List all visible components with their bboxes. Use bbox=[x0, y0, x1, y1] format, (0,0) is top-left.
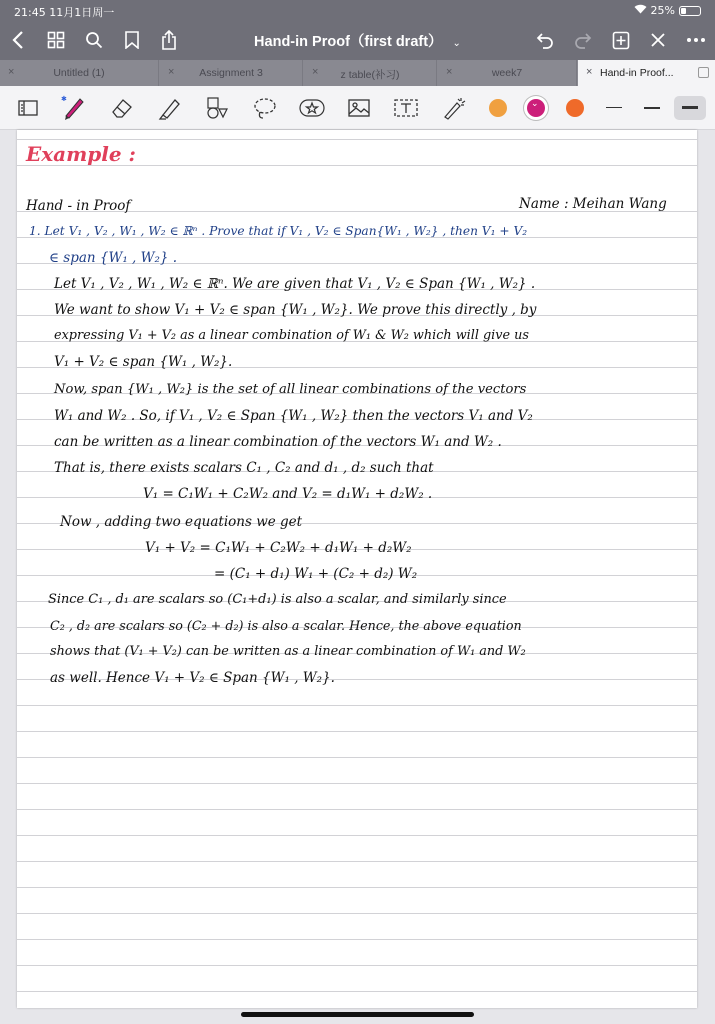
medium-stroke-option[interactable] bbox=[644, 107, 660, 109]
handwritten-line: ∈ span {W₁ , W₂} . bbox=[49, 250, 178, 266]
tab-label: Hand-in Proof... bbox=[600, 67, 674, 79]
document-title[interactable] bbox=[0, 30, 715, 51]
tab-week7[interactable] bbox=[438, 60, 577, 86]
handwritten-line: as well. Hence V₁ + V₂ ∈ Span {W₁ , W₂}. bbox=[50, 670, 335, 686]
handwritten-line: That is, there exists scalars C₁ , C₂ and d₁ , d₂ such that bbox=[54, 460, 434, 476]
handwritten-line: V₁ + V₂ ∈ span {W₁ , W₂}. bbox=[54, 354, 233, 370]
tab-label: Assignment 3 bbox=[199, 67, 263, 79]
handwritten-line: Now , adding two equations we get bbox=[60, 514, 303, 530]
image-tool-icon[interactable] bbox=[345, 94, 373, 122]
handwritten-line: Let V₁ , V₂ , W₁ , W₂ ∈ ℝⁿ. We are given that V₁ , V₂ ∈ Span {W₁ , W₂} . bbox=[54, 276, 536, 292]
handwritten-line: We want to show V₁ + V₂ ∈ span {W₁ , W₂}. We prove this directly , by bbox=[54, 302, 537, 318]
handwritten-line: C₂ , d₂ are scalars so (C₂ + d₂) is also a scalar. Hence, the above equation bbox=[50, 618, 522, 633]
chevron-down-icon: ⌄ bbox=[531, 99, 539, 109]
tab-label: Untitled (1) bbox=[53, 67, 105, 79]
title-chevron-down-icon: ⌄ bbox=[452, 38, 461, 49]
battery-fill bbox=[681, 8, 686, 14]
status-bar bbox=[0, 0, 715, 20]
undo-icon[interactable] bbox=[533, 28, 557, 52]
tab-z-table[interactable] bbox=[304, 60, 437, 86]
handwritten-line: V₁ + V₂ = C₁W₁ + C₂W₂ + d₁W₁ + d₂W₂ bbox=[145, 540, 412, 556]
example-heading: Example : bbox=[26, 142, 136, 166]
tab-label: z table(补习) bbox=[340, 69, 400, 81]
tab-expand-icon[interactable] bbox=[698, 67, 709, 78]
more-icon[interactable] bbox=[684, 28, 708, 52]
close-icon[interactable] bbox=[646, 28, 670, 52]
status-time: 21:45 11月1日周一 bbox=[14, 6, 115, 19]
pen-tool-icon[interactable] bbox=[60, 94, 88, 122]
home-indicator[interactable] bbox=[241, 1012, 474, 1017]
navigation-bar bbox=[0, 20, 715, 60]
author-name-line: Name : Meihan Wang bbox=[519, 196, 667, 212]
document-title-text: Hand-in Proof（first draft） bbox=[254, 34, 443, 50]
tab-assignment-3[interactable] bbox=[160, 60, 303, 86]
redo-icon[interactable] bbox=[571, 28, 595, 52]
handwritten-line: V₁ = C₁W₁ + C₂W₂ and V₂ = d₁W₁ + d₂W₂ . bbox=[143, 486, 433, 502]
battery-percent: 25% bbox=[650, 4, 675, 17]
tab-close-icon[interactable]: × bbox=[8, 66, 15, 78]
handwritten-line: W₁ and W₂ . So, if V₁ , V₂ ∈ Span {W₁ , W₂} then the vectors V₁ and V₂ bbox=[54, 408, 533, 424]
handwritten-line: Since C₁ , d₁ are scalars so (C₁+d₁) is also a scalar, and similarly since bbox=[48, 592, 507, 607]
battery-icon bbox=[679, 6, 701, 16]
tab-close-icon[interactable]: × bbox=[446, 66, 453, 78]
note-title-line: Hand - in Proof bbox=[26, 198, 131, 214]
shape-tool-icon[interactable] bbox=[203, 94, 231, 122]
thick-stroke-line-icon bbox=[682, 106, 698, 109]
tab-label: week7 bbox=[491, 67, 523, 79]
handwritten-line: can be written as a linear combination of the vectors W₁ and W₂ . bbox=[54, 434, 502, 450]
lasso-tool-icon[interactable] bbox=[251, 94, 279, 122]
tab-untitled[interactable] bbox=[0, 60, 159, 86]
handwritten-line: expressing V₁ + V₂ as a linear combination of W₁ & W₂ which will give us bbox=[54, 328, 529, 343]
note-page[interactable] bbox=[17, 130, 697, 1008]
highlighter-tool-icon[interactable] bbox=[156, 94, 184, 122]
color-swatch-orange[interactable] bbox=[489, 99, 507, 117]
tab-close-icon[interactable]: × bbox=[168, 66, 175, 78]
thin-stroke-option[interactable] bbox=[606, 107, 622, 108]
status-right bbox=[634, 4, 701, 17]
sticker-tool-icon[interactable] bbox=[298, 94, 326, 122]
laser-pointer-icon[interactable] bbox=[440, 94, 468, 122]
tab-bar bbox=[0, 60, 715, 86]
read-only-toggle-icon[interactable] bbox=[14, 94, 42, 122]
tab-hand-in-proof[interactable] bbox=[578, 60, 715, 86]
add-page-icon[interactable] bbox=[609, 28, 633, 52]
color-swatch-magenta-selected[interactable] bbox=[527, 99, 545, 117]
drawing-toolbar bbox=[0, 86, 715, 130]
tab-close-icon[interactable]: × bbox=[586, 66, 593, 78]
tab-close-icon[interactable]: × bbox=[312, 66, 319, 78]
handwritten-line: Now, span {W₁ , W₂} is the set of all linear combinations of the vectors bbox=[54, 382, 527, 397]
color-swatch-red-orange[interactable] bbox=[566, 99, 584, 117]
handwritten-line: = (C₁ + d₁) W₁ + (C₂ + d₂) W₂ bbox=[214, 566, 418, 582]
eraser-tool-icon[interactable] bbox=[108, 94, 136, 122]
svg-text:✱: ✱ bbox=[61, 95, 67, 103]
handwritten-line: shows that (V₁ + V₂) can be written as a linear combination of W₁ and W₂ bbox=[50, 644, 526, 659]
wifi-icon bbox=[634, 4, 647, 17]
handwritten-line: 1. Let V₁ , V₂ , W₁ , W₂ ∈ ℝⁿ . Prove that if V₁ , V₂ ∈ Span{W₁ , W₂} , then V₁ + V₂ bbox=[29, 224, 528, 238]
text-tool-icon[interactable] bbox=[392, 94, 420, 122]
